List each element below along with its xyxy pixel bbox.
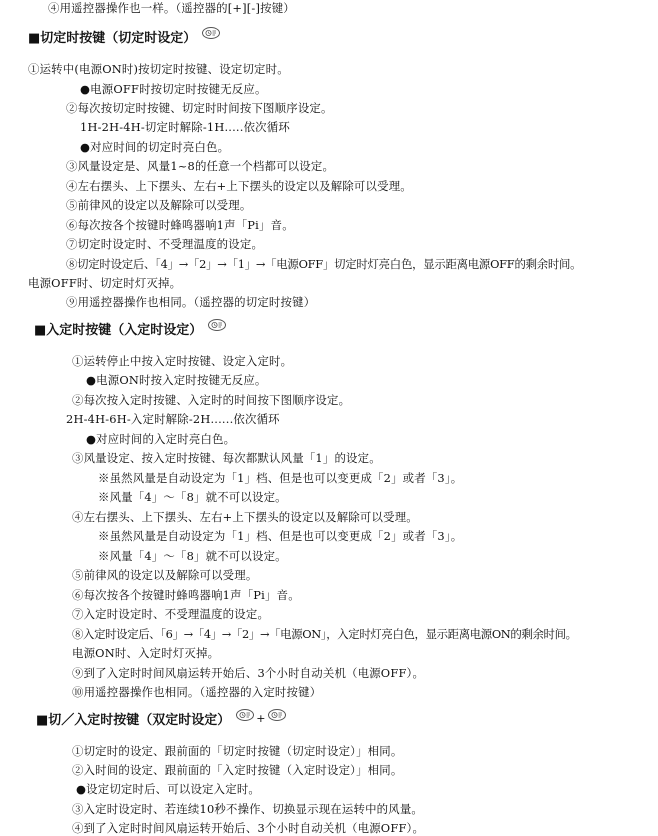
section-title-text: ■切／入定时按键（双定时设定） bbox=[36, 713, 231, 728]
on-timer-line: ⑤前律风的设定以及解除可以受理。 bbox=[72, 568, 258, 582]
off-timer-line: ③风量设定是、风量1~8的任意一个档都可以设定。 bbox=[66, 159, 335, 173]
on-timer-button-icon bbox=[207, 318, 227, 332]
section-title-on-timer bbox=[34, 322, 227, 340]
on-timer-line: 2H-4H-6H-入定时解除-2H......依次循环 bbox=[66, 412, 280, 426]
off-timer-line: ④左右摆头、上下摆头、左右+上下摆头的设定以及解除可以受理。 bbox=[66, 179, 412, 193]
on-timer-line: 电源ON时、入定时灯灭掉。 bbox=[72, 646, 220, 660]
off-timer-line: ⑧切定时设定后、「4」→「2」→「1」→「电源OFF」切定时灯亮白色，显示距离电源OFF的剩余时间。 bbox=[66, 257, 582, 271]
dual-timer-line: ③入定时设定时、若连续10秒不操作、切换显示现在运转中的风量。 bbox=[72, 802, 424, 816]
on-timer-button-icon bbox=[267, 708, 287, 722]
off-timer-line: ●电源OFF时按切定时按键无反应。 bbox=[80, 82, 267, 96]
on-timer-line: ②每次按入定时按键、入定时的时间按下图顺序设定。 bbox=[72, 393, 351, 407]
on-timer-line: ⑩用遥控器操作也相同。（遥控器的入定时按键） bbox=[72, 685, 322, 699]
off-timer-line: ①运转中(电源ON时)按切定时按键、设定切定时。 bbox=[28, 62, 289, 76]
on-timer-line: ①运转停止中按入定时按键、设定入定时。 bbox=[72, 354, 293, 368]
on-timer-line: ③风量设定、按入定时按键、每次都默认风量「1」的设定。 bbox=[72, 451, 381, 465]
off-timer-line: ●对应时间的切定时亮白色。 bbox=[80, 140, 230, 154]
section-title-off-timer bbox=[28, 30, 221, 48]
off-timer-line: ⑥每次按各个按键时蜂鸣器响1声「Pi」音。 bbox=[66, 218, 294, 232]
on-timer-line: ●电源ON时按入定时按键无反应。 bbox=[86, 373, 267, 387]
dual-timer-line: ②入时间的设定、跟前面的「入定时按键（入定时设定）」相同。 bbox=[72, 763, 403, 777]
dual-timer-line: ④到了入定时时间风扇运转开始后、3个小时自动关机（电源OFF）。 bbox=[72, 821, 425, 835]
on-timer-line: ⑧入定时设定后、「6」→「4」→「2」→「电源ON」，入定时灯亮白色，显示距离电源ON的剩余时间。 bbox=[72, 627, 577, 641]
dual-timer-line: ①切定时的设定、跟前面的「切定时按键（切定时设定）」相同。 bbox=[72, 744, 403, 758]
plus-sign: + bbox=[256, 712, 266, 725]
section-title-text: ■入定时按键（入定时设定） bbox=[34, 323, 203, 338]
on-timer-line: ⑨到了入定时时间风扇运转开始后、3个小时自动关机（电源OFF）。 bbox=[72, 666, 425, 680]
dual-timer-line: ●设定切定时后、可以设定入定时。 bbox=[76, 782, 260, 796]
off-timer-line: ⑨用遥控器操作也相同。（遥控器的切定时按键） bbox=[66, 295, 316, 309]
on-timer-line: ※风量「4」～「8」就不可以设定。 bbox=[98, 490, 287, 504]
section-title-text: ■切定时按键（切定时设定） bbox=[28, 31, 197, 46]
off-timer-line: 1H-2H-4H-切定时解除-1H.....依次循环 bbox=[80, 120, 290, 134]
on-timer-line: ※风量「4」～「8」就不可以设定。 bbox=[98, 549, 287, 563]
on-timer-line: ※虽然风量是自动设定为「1」档、但是也可以变更成「2」或者「3」。 bbox=[98, 471, 463, 485]
intro-line: ④用遥控器操作也一样。（遥控器的[+][-]按键） bbox=[48, 1, 295, 15]
on-timer-line: ※虽然风量是自动设定为「1」档、但是也可以变更成「2」或者「3」。 bbox=[98, 529, 463, 543]
off-timer-line: ②每次按切定时按键、切定时时间按下图顺序设定。 bbox=[66, 101, 333, 115]
off-timer-button-icon bbox=[201, 26, 221, 40]
section-title-dual-timer bbox=[36, 712, 287, 730]
off-timer-line: 电源OFF时、切定时灯灭掉。 bbox=[28, 276, 182, 290]
on-timer-line: ●对应时间的入定时亮白色。 bbox=[86, 432, 236, 446]
off-timer-line: ⑤前律风的设定以及解除可以受理。 bbox=[66, 198, 252, 212]
on-timer-line: ④左右摆头、上下摆头、左右+上下摆头的设定以及解除可以受理。 bbox=[72, 510, 418, 524]
off-timer-button-icon bbox=[235, 708, 255, 722]
off-timer-line: ⑦切定时设定时、不受理温度的设定。 bbox=[66, 237, 264, 251]
on-timer-line: ⑥每次按各个按键时蜂鸣器响1声「Pi」音。 bbox=[72, 588, 300, 602]
on-timer-line: ⑦入定时设定时、不受理温度的设定。 bbox=[72, 607, 270, 621]
